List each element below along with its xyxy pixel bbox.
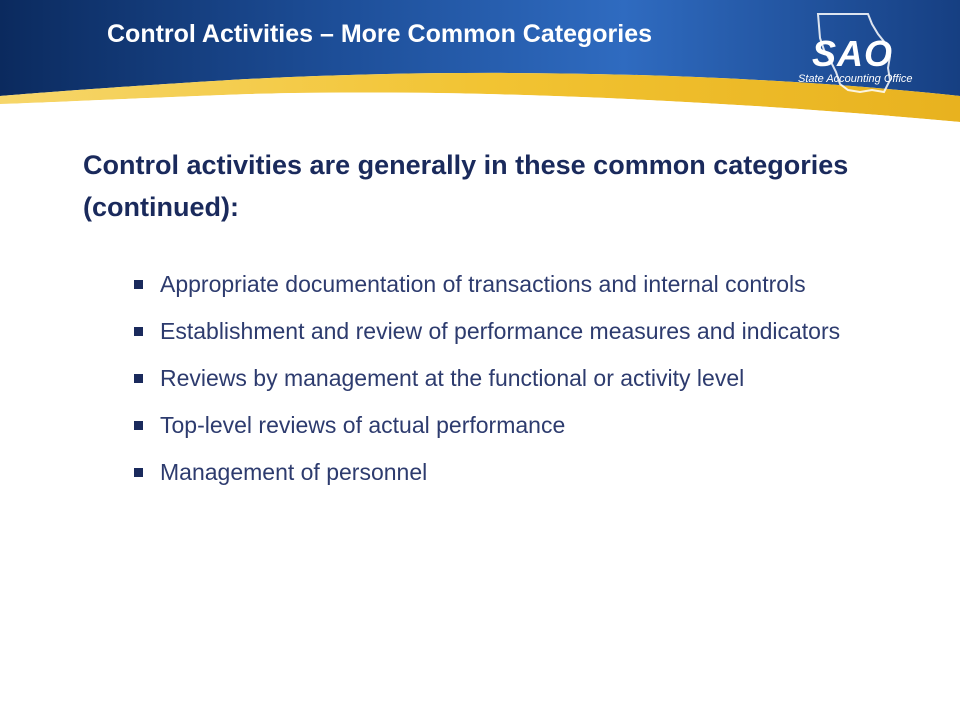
slide-title: Control Activities – More Common Categories: [107, 20, 652, 48]
list-item: [130, 266, 900, 303]
bullet-text: Management of personnel: [160, 459, 428, 485]
list-item: [130, 313, 900, 350]
sao-logo: [790, 10, 940, 96]
list-item: [130, 454, 900, 491]
square-bullet-icon: [134, 280, 143, 289]
header-banner: [0, 0, 960, 130]
bullet-list: [130, 266, 900, 501]
bullet-text: Establishment and review of performance measures and indicators: [160, 318, 841, 344]
list-item: [130, 360, 900, 397]
bullet-text: Reviews by management at the functional or activity level: [160, 365, 745, 391]
intro-text: Control activities are generally in these common categories (continued):: [83, 150, 849, 222]
list-item: [130, 407, 900, 444]
square-bullet-icon: [134, 468, 143, 477]
bullet-text: Appropriate documentation of transactions and internal controls: [160, 271, 806, 297]
logo-subtitle: State Accounting Office: [798, 73, 913, 85]
square-bullet-icon: [134, 421, 143, 430]
square-bullet-icon: [134, 327, 143, 336]
square-bullet-icon: [134, 374, 143, 383]
bullet-text: Top-level reviews of actual performance: [160, 412, 566, 438]
logo-wordmark: SAO: [812, 33, 894, 74]
